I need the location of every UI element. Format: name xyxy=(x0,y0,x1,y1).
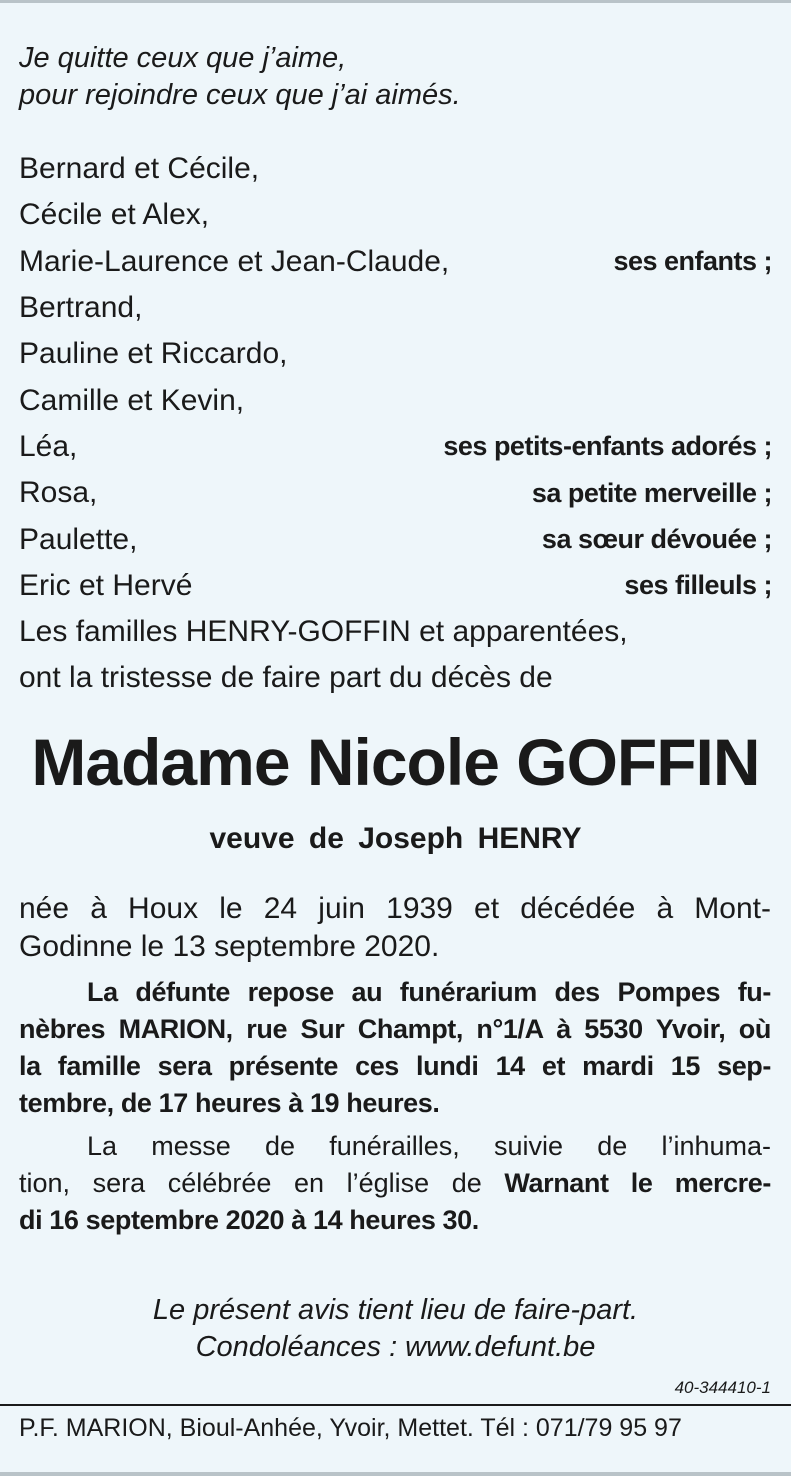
family-names: Bernard et Cécile, xyxy=(19,152,260,186)
family-row xyxy=(19,377,772,423)
repose-line: la famille sera présente ces lundi 14 et mardi 15 sep- xyxy=(19,1051,771,1081)
family-row xyxy=(19,239,772,285)
family-names: Eric et Hervé xyxy=(19,568,193,602)
messe-line xyxy=(19,1202,771,1239)
repose-line: tembre, de 17 heures à 19 heures. xyxy=(19,1088,440,1118)
footer-divider xyxy=(0,1404,791,1406)
opening-quote xyxy=(19,40,461,114)
reference-number: 40-344410-1 xyxy=(674,1378,771,1397)
notice-line: Le présent avis tient lieu de faire-part. xyxy=(152,1294,639,1326)
repose-paragraph xyxy=(19,974,771,1122)
notice-line: Condoléances : www.defunt.be xyxy=(195,1331,596,1363)
family-relation: sa petite merveille ; xyxy=(531,477,772,508)
messe-line: La messe de funérailles, suivie de l’inhuma- xyxy=(87,1131,771,1161)
repose-line: La défunte repose au funérarium des Pompes fu- xyxy=(87,977,771,1007)
family-row xyxy=(19,516,772,562)
family-names: ont la tristesse de faire part du décès de xyxy=(19,661,553,695)
top-border xyxy=(0,0,791,3)
family-row xyxy=(19,655,772,701)
family-list xyxy=(19,146,772,702)
family-row xyxy=(19,331,772,377)
messe-line xyxy=(19,1165,771,1202)
family-row xyxy=(19,146,772,192)
family-names: Rosa, xyxy=(19,476,98,510)
family-names: Paulette, xyxy=(19,522,138,556)
family-names: Léa, xyxy=(19,429,78,463)
family-names: Camille et Kevin, xyxy=(19,383,245,417)
messe-text: tion, sera célébrée en l’église de xyxy=(19,1168,505,1198)
family-row xyxy=(19,285,772,331)
family-names: Les familles HENRY-GOFFIN et apparentées, xyxy=(19,615,628,649)
family-relation: ses enfants ; xyxy=(613,246,772,277)
funeral-mass-paragraph xyxy=(19,1128,771,1239)
family-row xyxy=(19,563,772,609)
quote-line: Je quitte ceux que j’aime, xyxy=(19,42,347,74)
family-names: Bertrand, xyxy=(19,291,143,325)
family-names: Marie-Laurence et Jean-Claude, xyxy=(19,244,450,278)
family-row xyxy=(19,192,772,238)
family-relation: ses filleuls ; xyxy=(624,570,772,601)
funeral-home-footer: P.F. MARION, Bioul-Anhée, Yvoir, Mettet. Tél : 071/79 95 97 xyxy=(19,1414,682,1442)
family-row xyxy=(19,424,772,470)
family-names: Cécile et Alex, xyxy=(19,198,210,232)
family-relation: sa sœur dévouée ; xyxy=(541,524,772,555)
birth-death-info xyxy=(19,890,771,966)
bottom-border xyxy=(0,1472,791,1476)
closing-notice xyxy=(0,1292,791,1366)
messe-bold-text: Warnant le mercre- xyxy=(504,1168,771,1198)
repose-line: nèbres MARION, rue Sur Champt, n°1/A à 5530 Yvoir, où xyxy=(19,1014,771,1044)
deceased-name: Madame Nicole GOFFIN xyxy=(31,725,760,799)
bio-line: née à Houx le 24 juin 1939 et décédée à Mont- xyxy=(19,892,771,925)
widow-of: veuve de Joseph HENRY xyxy=(209,822,582,855)
family-relation: ses petits-enfants adorés ; xyxy=(443,431,772,462)
messe-bold-text: di 16 septembre 2020 à 14 heures 30. xyxy=(19,1205,479,1235)
family-names: Pauline et Riccardo, xyxy=(19,337,288,371)
bio-line: Godinne le 13 septembre 2020. xyxy=(19,930,440,963)
family-row xyxy=(19,609,772,655)
quote-line: pour rejoindre ceux que j’ai aimés. xyxy=(19,79,461,111)
family-row xyxy=(19,470,772,516)
